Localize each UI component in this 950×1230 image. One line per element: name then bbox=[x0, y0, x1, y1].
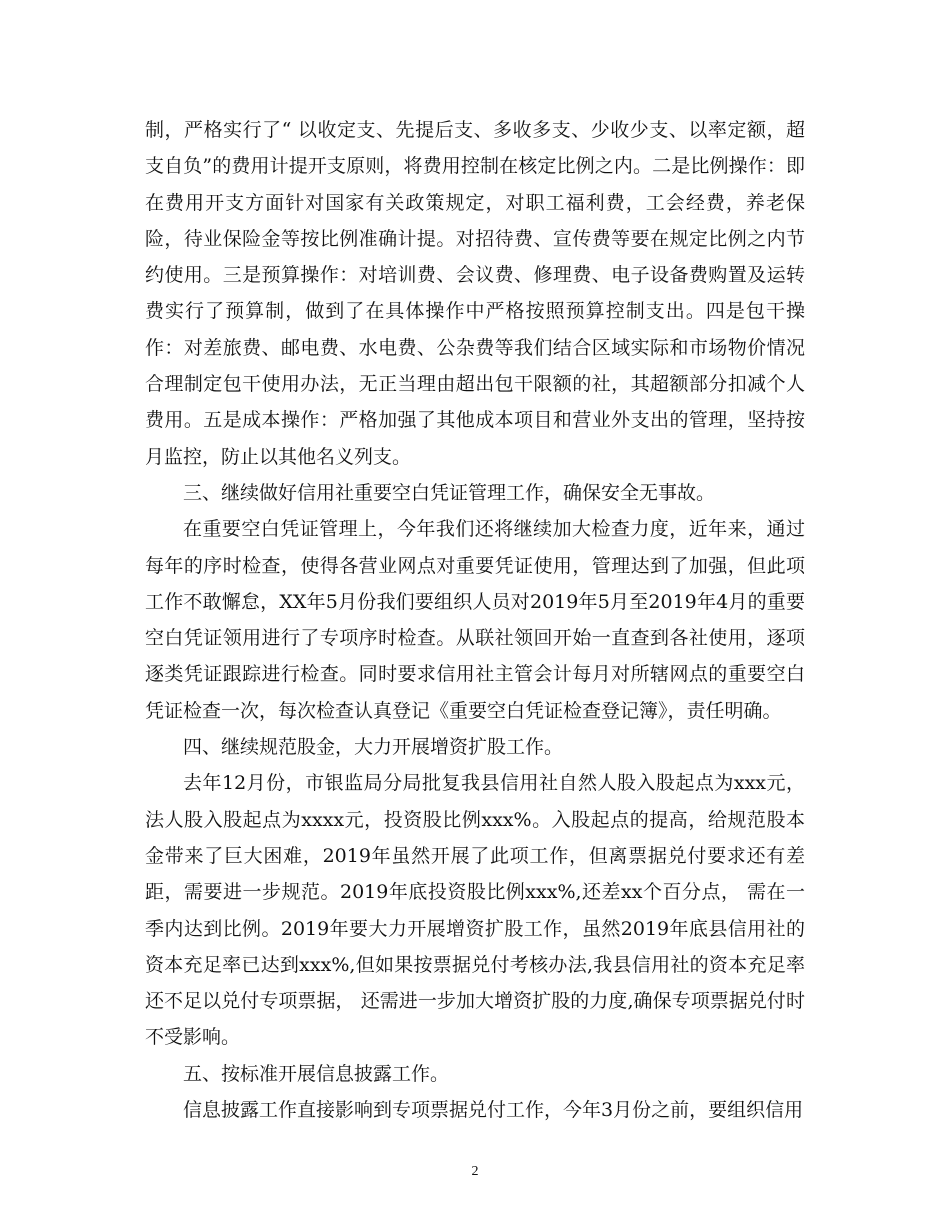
page-number: 2 bbox=[471, 1164, 479, 1179]
section-heading-3: 三、继续做好信用社重要空白凭证管理工作，确保安全无事故。 bbox=[183, 481, 716, 504]
paragraph-3: 去年12月份，市银监局分局批复我县信用社自然人股入股起点为xxx元，法人股入股起点为xxxx元，投资股比例xxx%。入股起点的提高，给规范股本金带来了巨大困难，2019年虽然开展了此项工作，但离票据兑付要求还有差距，需要进一步规范。2019年底投资股比例xxx%,还差xx个百分点， 需在一季内达到比例。2019年要大力开展增资扩股工作，虽然2019年底县信用社的资本充足率已达到xxx%,但如果按票据兑付考核办法,我县信用社的资本充足率还不足以兑付专项票据， 还需进一步加大增资扩股的力度,确保专项票据兑付时不受影响。 bbox=[145, 772, 805, 1049]
section-heading-5: 五、按标准开展信息披露工作。 bbox=[183, 1062, 450, 1085]
paragraph-1: 制，严格实行了“ 以收定支、先提后支、多收多支、少收少支、以率定额，超支自负”的费用计提开支原则，将费用控制在核定比例之内。二是比例操作：即在费用开支方面针对国家有关政策规定，对职工福利费，工会经费，养老保险，待业保险金等按比例准确计提。对招待费、宣传费等要在规定比例之内节约使用。三是预算操作：对培训费、会议费、修理费、电子设备费购置及运转费实行了预算制，做到了在具体操作中严格按照预算控制支出。四是包干操作：对差旅费、邮电费、水电费、公杂费等我们结合区域实际和市场物价情况合理制定包干使用办法，无正当理由超出包干限额的社，其超额部分扣减个人费用。五是成本操作：严格加强了其他成本项目和营业外支出的管理，坚持按月监控，防止以其他名义列支。 bbox=[145, 119, 805, 468]
section-heading-4: 四、继续规范股金，大力开展增资扩股工作。 bbox=[183, 736, 564, 759]
paragraph-4: 信息披露工作直接影响到专项票据兑付工作，今年3月份之前，要组织信用 bbox=[183, 1099, 804, 1122]
paragraph-2: 在重要空白凭证管理上，今年我们还将继续加大检查力度，近年来，通过每年的序时检查，使得各营业网点对重要凭证使用，管理达到了加强，但此项工作不敢懈怠，XX年5月份我们要组织人员对2019年5月至2019年4月的重要空白凭证领用进行了专项序时检查。从联社领回开始一直查到各社使用，逐项逐类凭证跟踪进行检查。同时要求信用社主管会计每月对所辖网点的重要空白凭证检查一次，每次检查认真登记《重要空白凭证检查登记簿》，责任明确。 bbox=[145, 518, 805, 722]
document-body bbox=[145, 112, 805, 1128]
